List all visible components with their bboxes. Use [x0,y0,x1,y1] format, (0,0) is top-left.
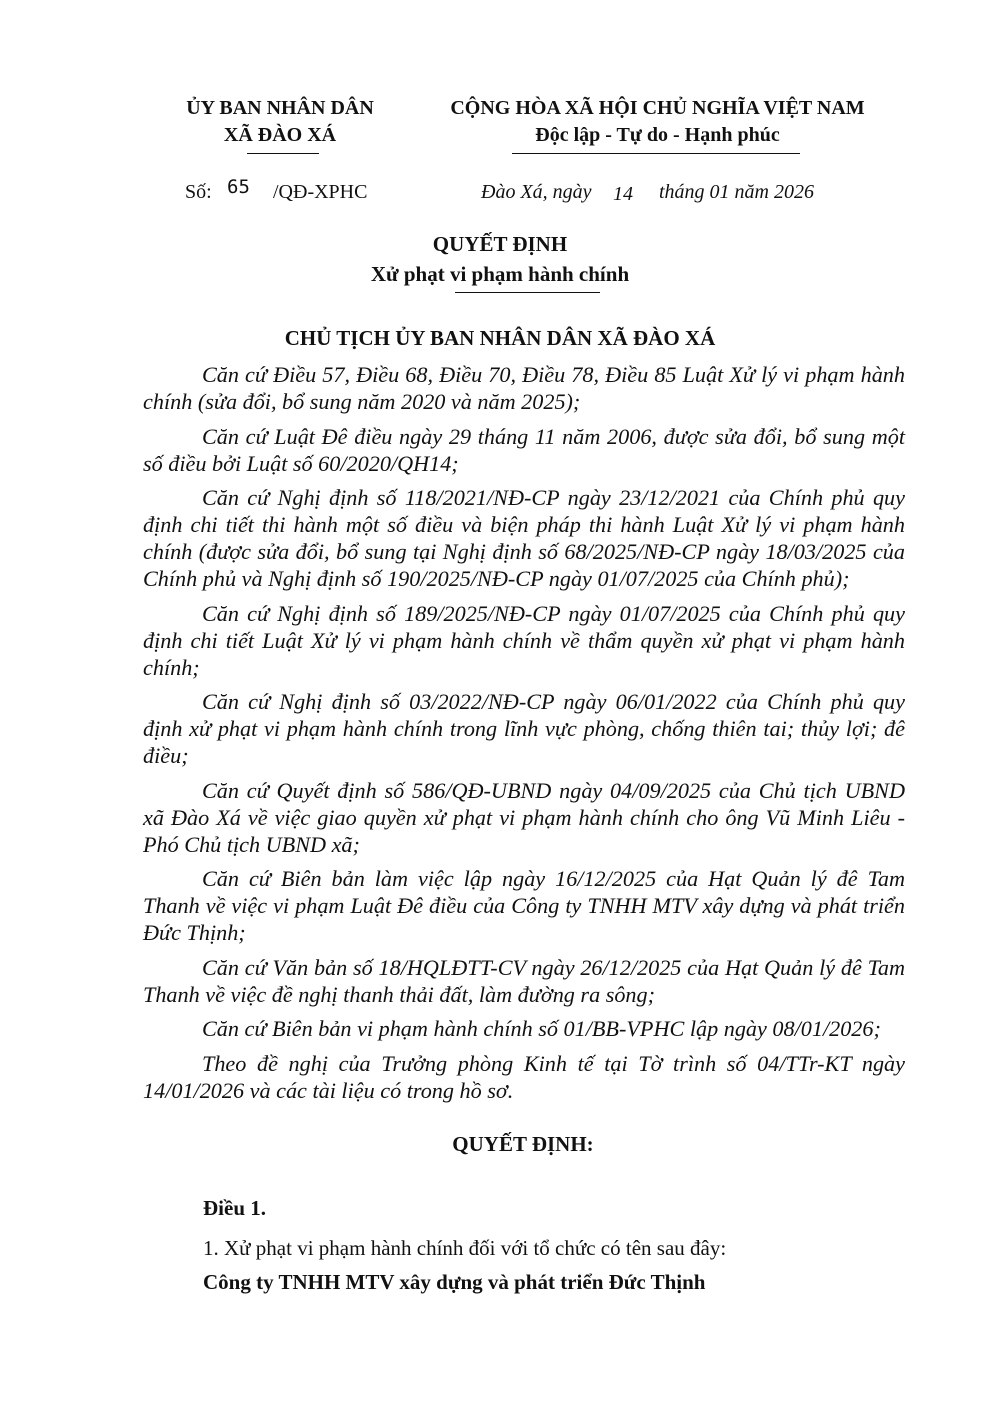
legal-basis-item: Căn cứ Quyết định số 586/QĐ-UBND ngày 04/09/2025 của Chủ tịch UBND xã Đào Xá về việc giao quyền xử phạt vi phạm hành chính cho ông Vũ Minh Liêu - Phó Chủ tịch UBND xã; [143,777,905,857]
date-prefix: Đào Xá, ngày [481,181,592,203]
legal-basis-item: Căn cứ Biên bản làm việc lập ngày 16/12/2025 của Hạt Quản lý đê Tam Thanh về việc vi phạm Luật Đê điều của Công ty TNHH MTV xây dựng và phát triển Đức Thịnh; [143,866,905,945]
title-underline [455,292,600,293]
motto-line: Độc lập - Tự do - Hạnh phúc [535,124,780,146]
legal-basis-item: Căn cứ Biên bản vi phạm hành chính số 01/BB-VPHC lập ngày 08/01/2026; [202,1016,881,1041]
date-day: 14 [613,183,633,205]
legal-basis-item: Căn cứ Luật Đê điều ngày 29 tháng 11 năm 2006, được sửa đổi, bổ sung một số điều bởi Luật số 60/2020/QH14; [143,423,905,476]
article-1-heading: Điều 1. [203,1196,266,1220]
document-number: 65 [227,176,250,198]
legal-basis-item: Căn cứ Nghị định số 189/2025/NĐ-CP ngày 01/07/2025 của Chính phủ quy định chi tiết Luật Xử lý vi phạm hành chính về thẩm quyền xử phạt vi phạm hành chính; [143,600,905,680]
legal-basis-item: Căn cứ Điều 57, Điều 68, Điều 70, Điều 78, Điều 85 Luật Xử lý vi phạm hành chính (sửa đổi, bổ sung năm 2020 và năm 2025); [143,362,905,414]
legal-bases [143,361,905,1104]
legal-basis-item: Căn cứ Nghị định số 03/2022/NĐ-CP ngày 06/01/2022 của Chính phủ quy định xử phạt vi phạm hành chính trong lĩnh vực phòng, chống thiên tai; thủy lợi; đê điều; [143,689,905,768]
authority-line-1: ỦY BAN NHÂN DÂN [186,97,374,119]
document-type-title: QUYẾT ĐỊNH [432,232,568,256]
national-motto [415,95,900,149]
legal-basis-item: Căn cứ Nghị định số 118/2021/NĐ-CP ngày 23/12/2021 của Chính phủ quy định chi tiết thi hành một số điều và biện pháp thi hành Luật Xử lý vi phạm hành chính (được sửa đổi, bổ sung tại Nghị định số 68/2025/NĐ-CP ngày 18/03/2025 của Chính phủ và Nghị định số 190/2025/NĐ-CP ngày 01/07/2025 của Chính phủ); [143,485,905,591]
document-number-suffix: /QĐ-XPHC [273,181,368,203]
authority-line-2: XÃ ĐÀO XÁ [223,124,337,146]
violating-organization: Công ty TNHH MTV xây dựng và phát triển Đức Thịnh [203,1270,706,1294]
authority-underline [247,153,319,154]
date-rest: tháng 01 năm 2026 [659,181,814,203]
article-1-clause-1: 1. Xử phạt vi phạm hành chính đối với tổ chức có tên sau đây: [203,1236,727,1260]
legal-basis-item: Theo đề nghị của Trưởng phòng Kinh tế tại Tờ trình số 04/TTr-KT ngày 14/01/2026 và các tài liệu có trong hồ sơ. [143,1050,905,1103]
country-name: CỘNG HÒA XÃ HỘI CHỦ NGHĨA VIỆT NAM [450,97,865,119]
legal-basis-item: Căn cứ Văn bản số 18/HQLĐTT-CV ngày 26/12/2025 của Hạt Quản lý đê Tam Thanh về việc đề nghị thanh thải đất, làm đường ra sông; [143,954,905,1007]
document-subject: Xử phạt vi phạm hành chính [370,262,630,286]
issuer-heading: CHỦ TỊCH ỦY BAN NHÂN DÂN XÃ ĐÀO XÁ [284,326,716,350]
motto-underline [512,153,800,154]
issuing-authority [160,95,400,149]
decision-heading: QUYẾT ĐỊNH: [452,1132,594,1156]
document-number-label: Số: [185,181,212,203]
